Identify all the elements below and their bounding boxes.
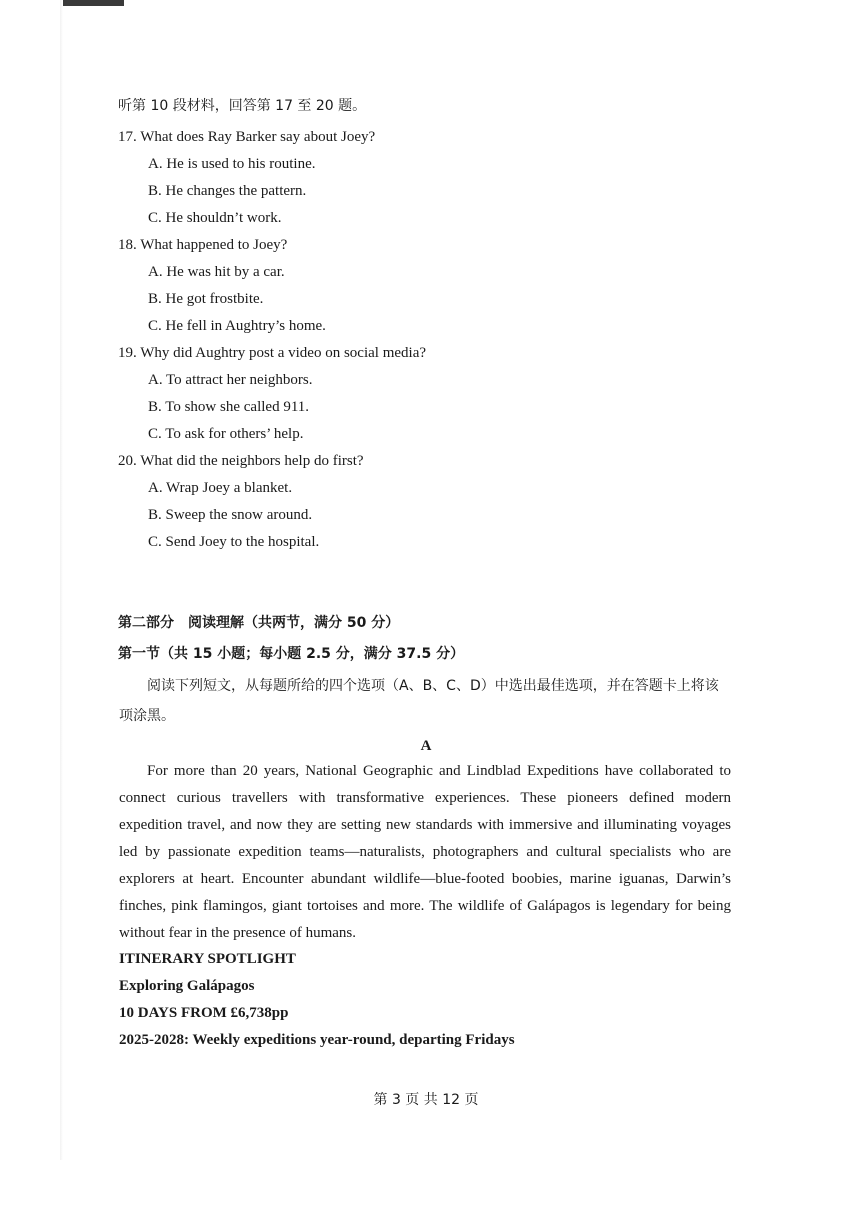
trip-price: 10 DAYS FROM £6,738pp	[119, 1005, 289, 1021]
question-number: 19.	[118, 345, 137, 361]
part2-section1-heading: 第一节（共 15 小题；每小题 2.5 分，满分 37.5 分）	[118, 646, 465, 662]
question-text: What happened to Joey?	[140, 237, 288, 253]
listening-section-intro: 听第 10 段材料，回答第 17 至 20 题。	[118, 98, 367, 114]
question-text: Why did Aughtry post a video on social media?	[140, 345, 427, 361]
part2-instructions: 阅读下列短文，从每题所给的四个选项（A、B、C、D）中选出最佳选项，并在答题卡上将该项涂黑。	[119, 678, 719, 724]
question-20-option-c: C. Send Joey to the hospital.	[148, 534, 320, 550]
question-17	[118, 127, 375, 147]
question-text: What did the neighbors help do first?	[140, 453, 364, 469]
trip-schedule: 2025-2028: Weekly expeditions year-round, departing Fridays	[119, 1032, 515, 1048]
question-18-option-b: B. He got frostbite.	[148, 291, 264, 307]
trip-name: Exploring Galápagos	[119, 978, 255, 994]
question-18-option-a: A. He was hit by a car.	[148, 264, 285, 280]
part2-heading: 第二部分 阅读理解（共两节，满分 50 分）	[118, 615, 400, 631]
question-number: 18.	[118, 237, 137, 253]
question-17-option-b: B. He changes the pattern.	[148, 183, 307, 199]
question-19-option-a: A. To attract her neighbors.	[148, 372, 313, 388]
question-17-option-a: A. He is used to his routine.	[148, 156, 316, 172]
question-number: 17.	[118, 129, 137, 145]
question-19-option-c: C. To ask for others’ help.	[148, 426, 304, 442]
page-edge-shadow	[60, 0, 63, 1160]
question-20	[118, 451, 364, 471]
question-18	[118, 235, 287, 255]
question-17-option-c: C. He shouldn’t work.	[148, 210, 282, 226]
question-20-option-a: A. Wrap Joey a blanket.	[148, 480, 293, 496]
itinerary-spotlight-heading: ITINERARY SPOTLIGHT	[119, 951, 296, 967]
question-text: What does Ray Barker say about Joey?	[140, 129, 376, 145]
passage-body: For more than 20 years, National Geographic and Lindblad Expeditions have collaborated to connect curious travellers with transformative experiences. These pioneers defined modern expedition travel, and now they are setting new standards with immersive and illuminating voyages led by passionate expedition teams—naturalists, photographers and cultural specialists who are explorers at heart. Encounter abundant wildlife—blue-footed boobies, marine iguanas, Darwin’s finches, pink flamingos, giant tortoises and more. The wildlife of Galápagos is legendary for being without fear in the presence of humans.	[119, 763, 731, 941]
question-19	[118, 343, 426, 363]
question-18-option-c: C. He fell in Aughtry’s home.	[148, 318, 326, 334]
question-number: 20.	[118, 453, 137, 469]
page-number-footer: 第 3 页 共 12 页	[373, 1092, 479, 1108]
question-19-option-b: B. To show she called 911.	[148, 399, 310, 415]
passage-letter: A	[420, 738, 432, 754]
scan-artifact	[62, 0, 124, 6]
question-20-option-b: B. Sweep the snow around.	[148, 507, 313, 523]
